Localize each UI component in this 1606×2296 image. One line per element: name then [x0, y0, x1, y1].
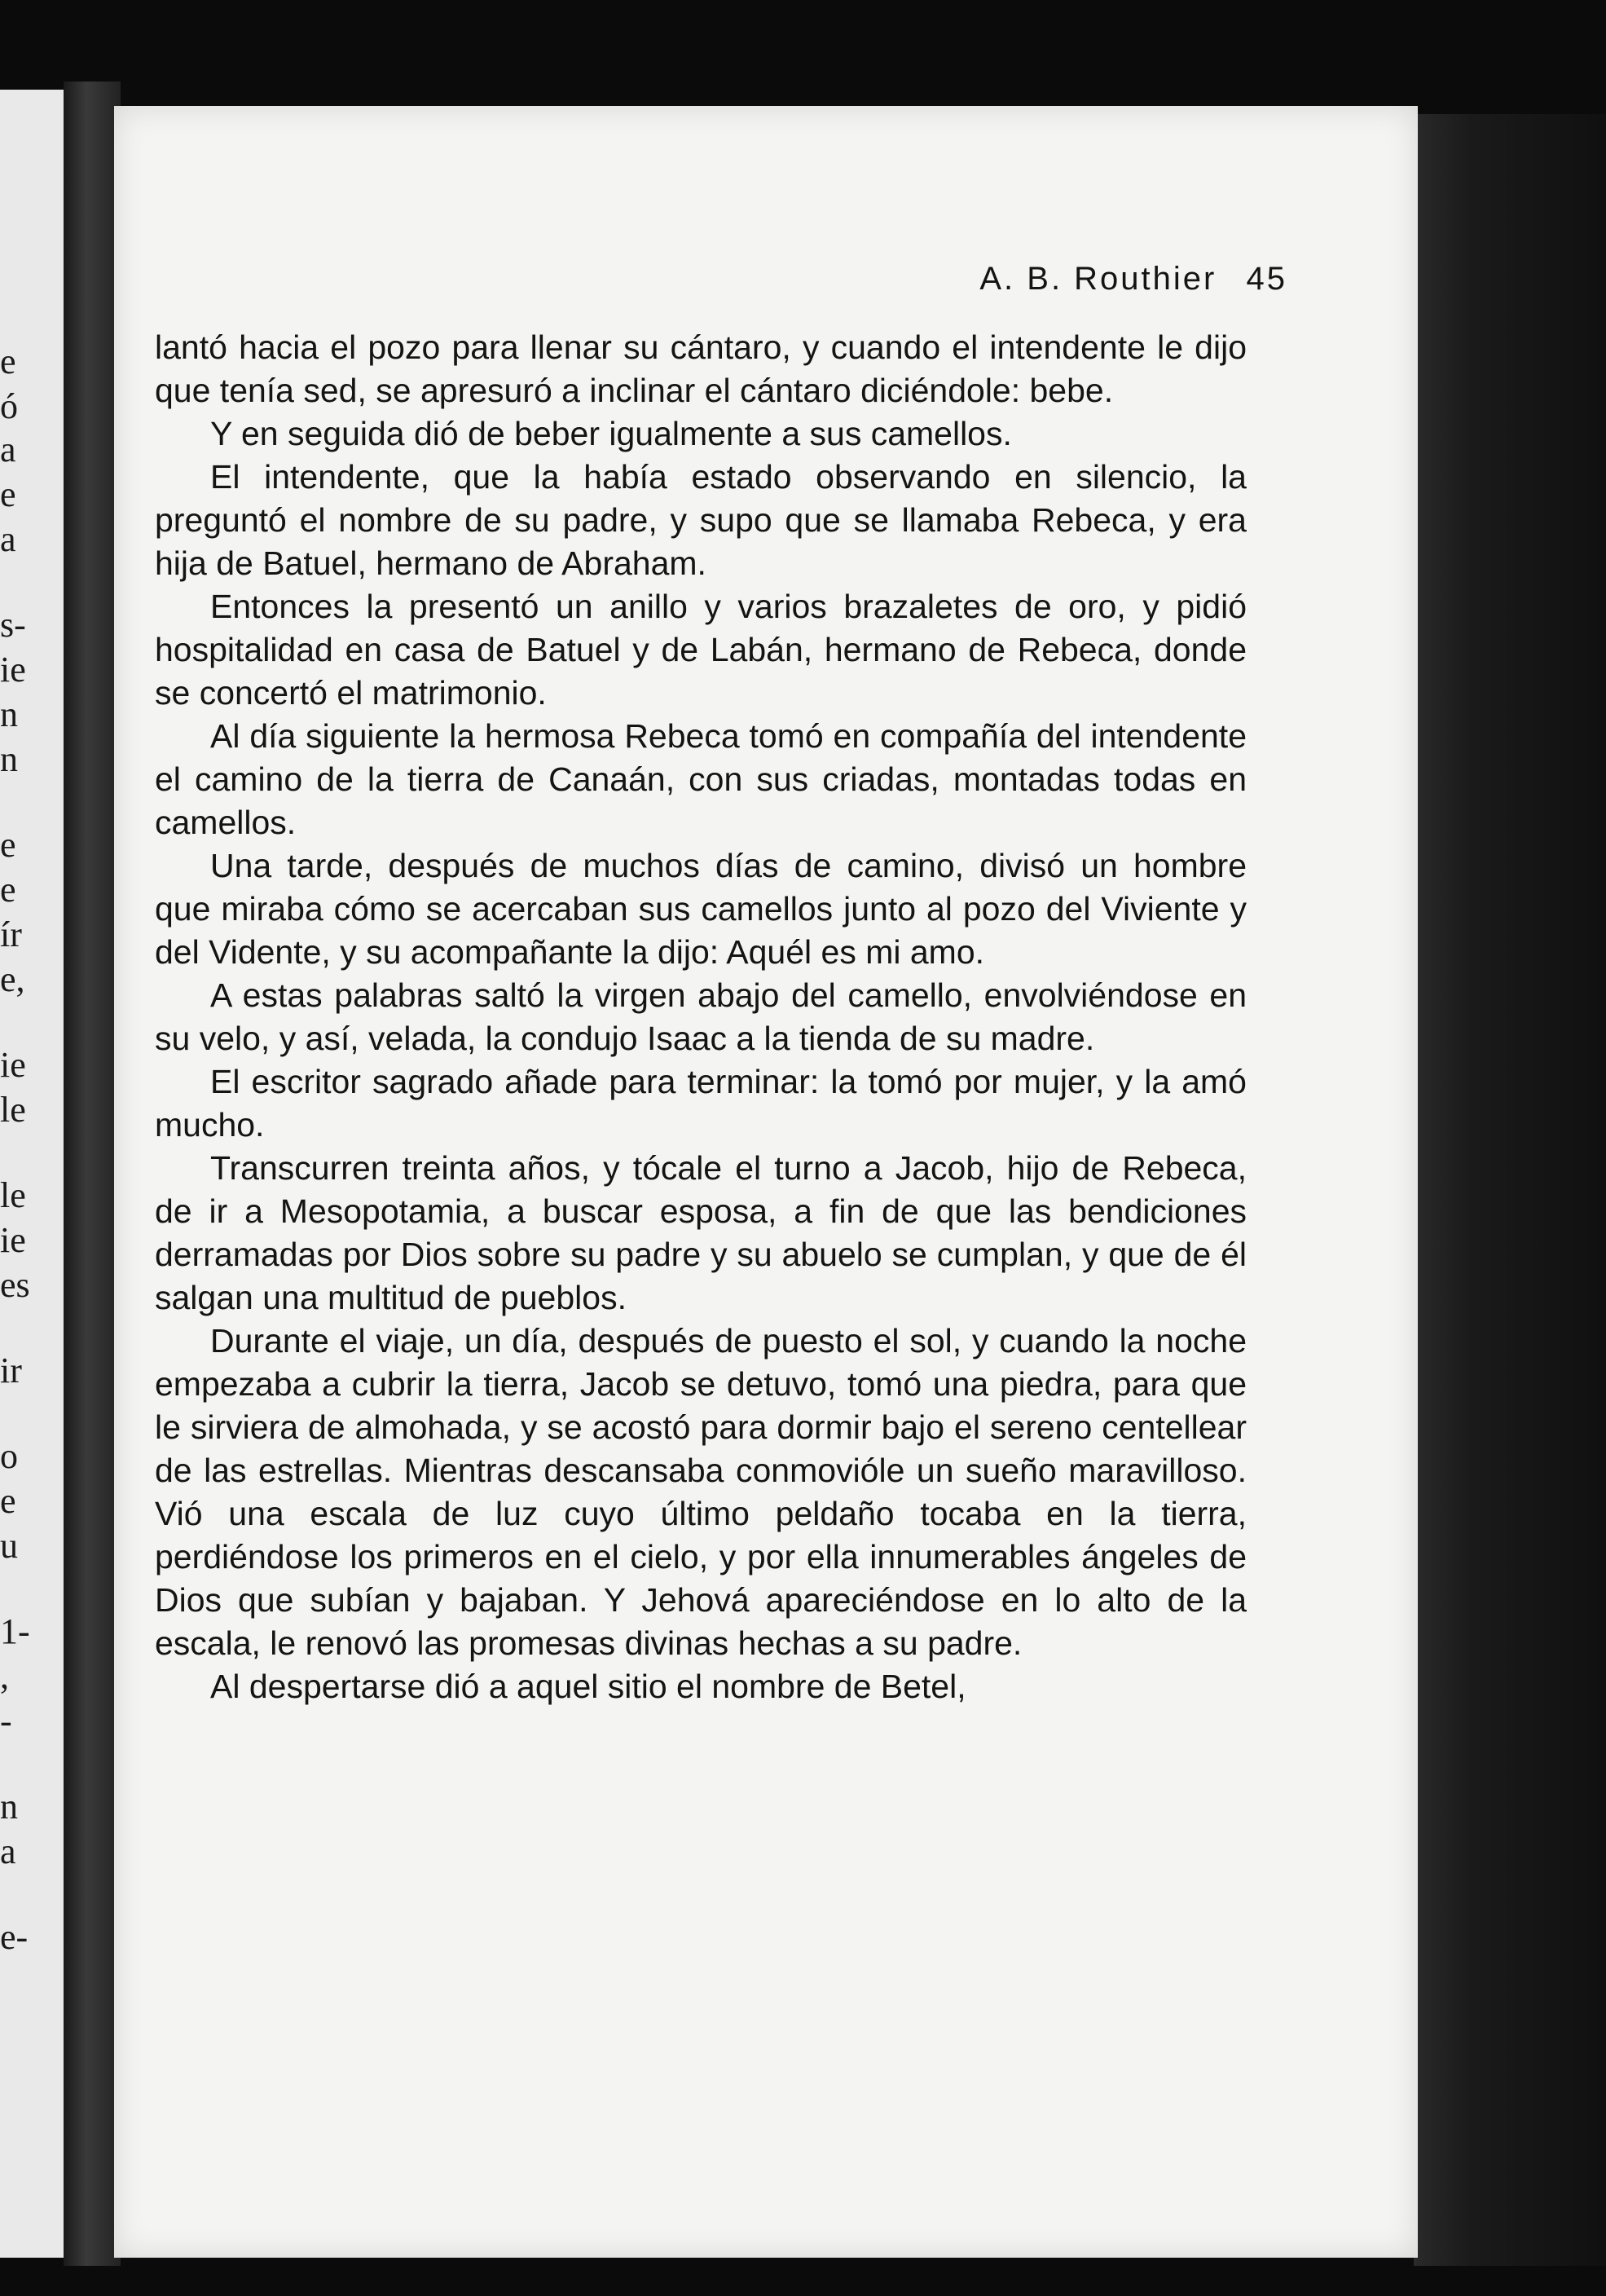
prev-page-fragment: e: [0, 1481, 16, 1521]
prev-page-fragment: e-: [0, 1917, 29, 1957]
paragraph: El intendente, que la había estado observando en silencio, la preguntó el nombre de su padre, y supo que se llamaba Rebeca, y era hija de Batuel, hermano de Abraham.: [155, 458, 1247, 582]
prev-page-fragment: n: [0, 739, 18, 779]
prev-page-fragment: a: [0, 430, 16, 469]
prev-page-fragment: a: [0, 1831, 16, 1871]
prev-page-fragment: le: [0, 1090, 26, 1130]
prev-page-fragment: ó: [0, 386, 18, 426]
prev-page-fragment: ír: [0, 914, 22, 954]
book-page: [114, 106, 1418, 2258]
paragraph: Una tarde, después de muchos días de camino, divisó un hombre que miraba cómo se acercaban sus camellos junto al pozo del Viviente y del Vidente, y su acompañante la dijo: Aquél es mi amo.: [155, 847, 1247, 971]
prev-page-fragment: o: [0, 1436, 18, 1476]
prev-page-fragment: n: [0, 1787, 18, 1827]
body-text: [155, 326, 1247, 1708]
paragraph: A estas palabras saltó la virgen abajo del camello, envolviéndose en su velo, y así, velada, la condujo Isaac a la tienda de su madre.: [155, 976, 1247, 1057]
paragraph: Entonces la presentó un anillo y varios brazaletes de oro, y pidió hospitalidad en casa de Batuel y de Labán, hermano de Rebeca, donde se concertó el matrimonio.: [155, 588, 1247, 712]
prev-page-fragment: e: [0, 825, 16, 865]
prev-page-fragment: a: [0, 519, 16, 559]
prev-page-fragment: n: [0, 694, 18, 734]
paragraph: Transcurren treinta años, y tócale el turno a Jacob, hijo de Rebeca, de ir a Mesopotamia, a buscar esposa, a fin de que las bendiciones derramadas por Dios sobre su padre y su abuelo se cumplan, y que de él salgan una multitud de pueblos.: [155, 1149, 1247, 1316]
prev-page-fragment: ie: [0, 650, 26, 690]
paragraph: Durante el viaje, un día, después de puesto el sol, y cuando la noche empezaba a cubrir la tierra, Jacob se detuvo, tomó una piedra, para que le sirviera de almohada, y se acostó para dormir bajo el sereno centellear de las estrellas. Mientras descansaba conmovióle un sueño maravilloso. Vió una escala de luz cuyo último peldaño tocaba en la tierra, perdiéndose los primeros en el cielo, y por ella innumerables ángeles de Dios que subían y bajaban. Y Jehová apareciéndose en lo alto de la escala, le renovó las promesas divinas hechas a su padre.: [155, 1322, 1247, 1662]
book-spine-shadow: [64, 82, 121, 2266]
prev-page-fragment: 1-: [0, 1611, 30, 1651]
prev-page-fragment: e: [0, 474, 16, 514]
paragraph: El escritor sagrado añade para terminar: la tomó por mujer, y la amó mucho.: [155, 1063, 1247, 1144]
prev-page-fragment: u: [0, 1526, 18, 1566]
running-header: [979, 261, 1287, 297]
prev-page-fragment: e,: [0, 959, 25, 999]
prev-page-fragment: ie: [0, 1045, 26, 1085]
page-number: 45: [1246, 261, 1287, 297]
prev-page-fragment: -: [0, 1701, 12, 1741]
paragraph: Al día siguiente la hermosa Rebeca tomó en compañía del intendente el camino de la tierra de Canaán, con sus criadas, montadas todas en camellos.: [155, 717, 1247, 841]
prev-page-fragment: es: [0, 1265, 30, 1305]
running-head-author: A. B. Routhier: [979, 261, 1217, 297]
page-edge-shadow: [1414, 114, 1606, 2266]
prev-page-fragment: ie: [0, 1220, 26, 1260]
prev-page-fragment: ,: [0, 1656, 9, 1696]
prev-page-fragment: e: [0, 342, 16, 381]
prev-page-fragment: ir: [0, 1351, 22, 1390]
paragraph: Y en seguida dió de beber igualmente a sus camellos.: [210, 415, 1012, 452]
paragraph: lantó hacia el pozo para llenar su cántaro, y cuando el intendente le dijo que tenía sed, se apresuró a inclinar el cántaro diciéndole: bebe.: [155, 328, 1247, 409]
prev-page-fragment: le: [0, 1175, 26, 1215]
paragraph: Al despertarse dió a aquel sitio el nombre de Betel,: [210, 1668, 966, 1705]
prev-page-fragment: s-: [0, 605, 26, 645]
prev-page-fragment: e: [0, 870, 16, 910]
